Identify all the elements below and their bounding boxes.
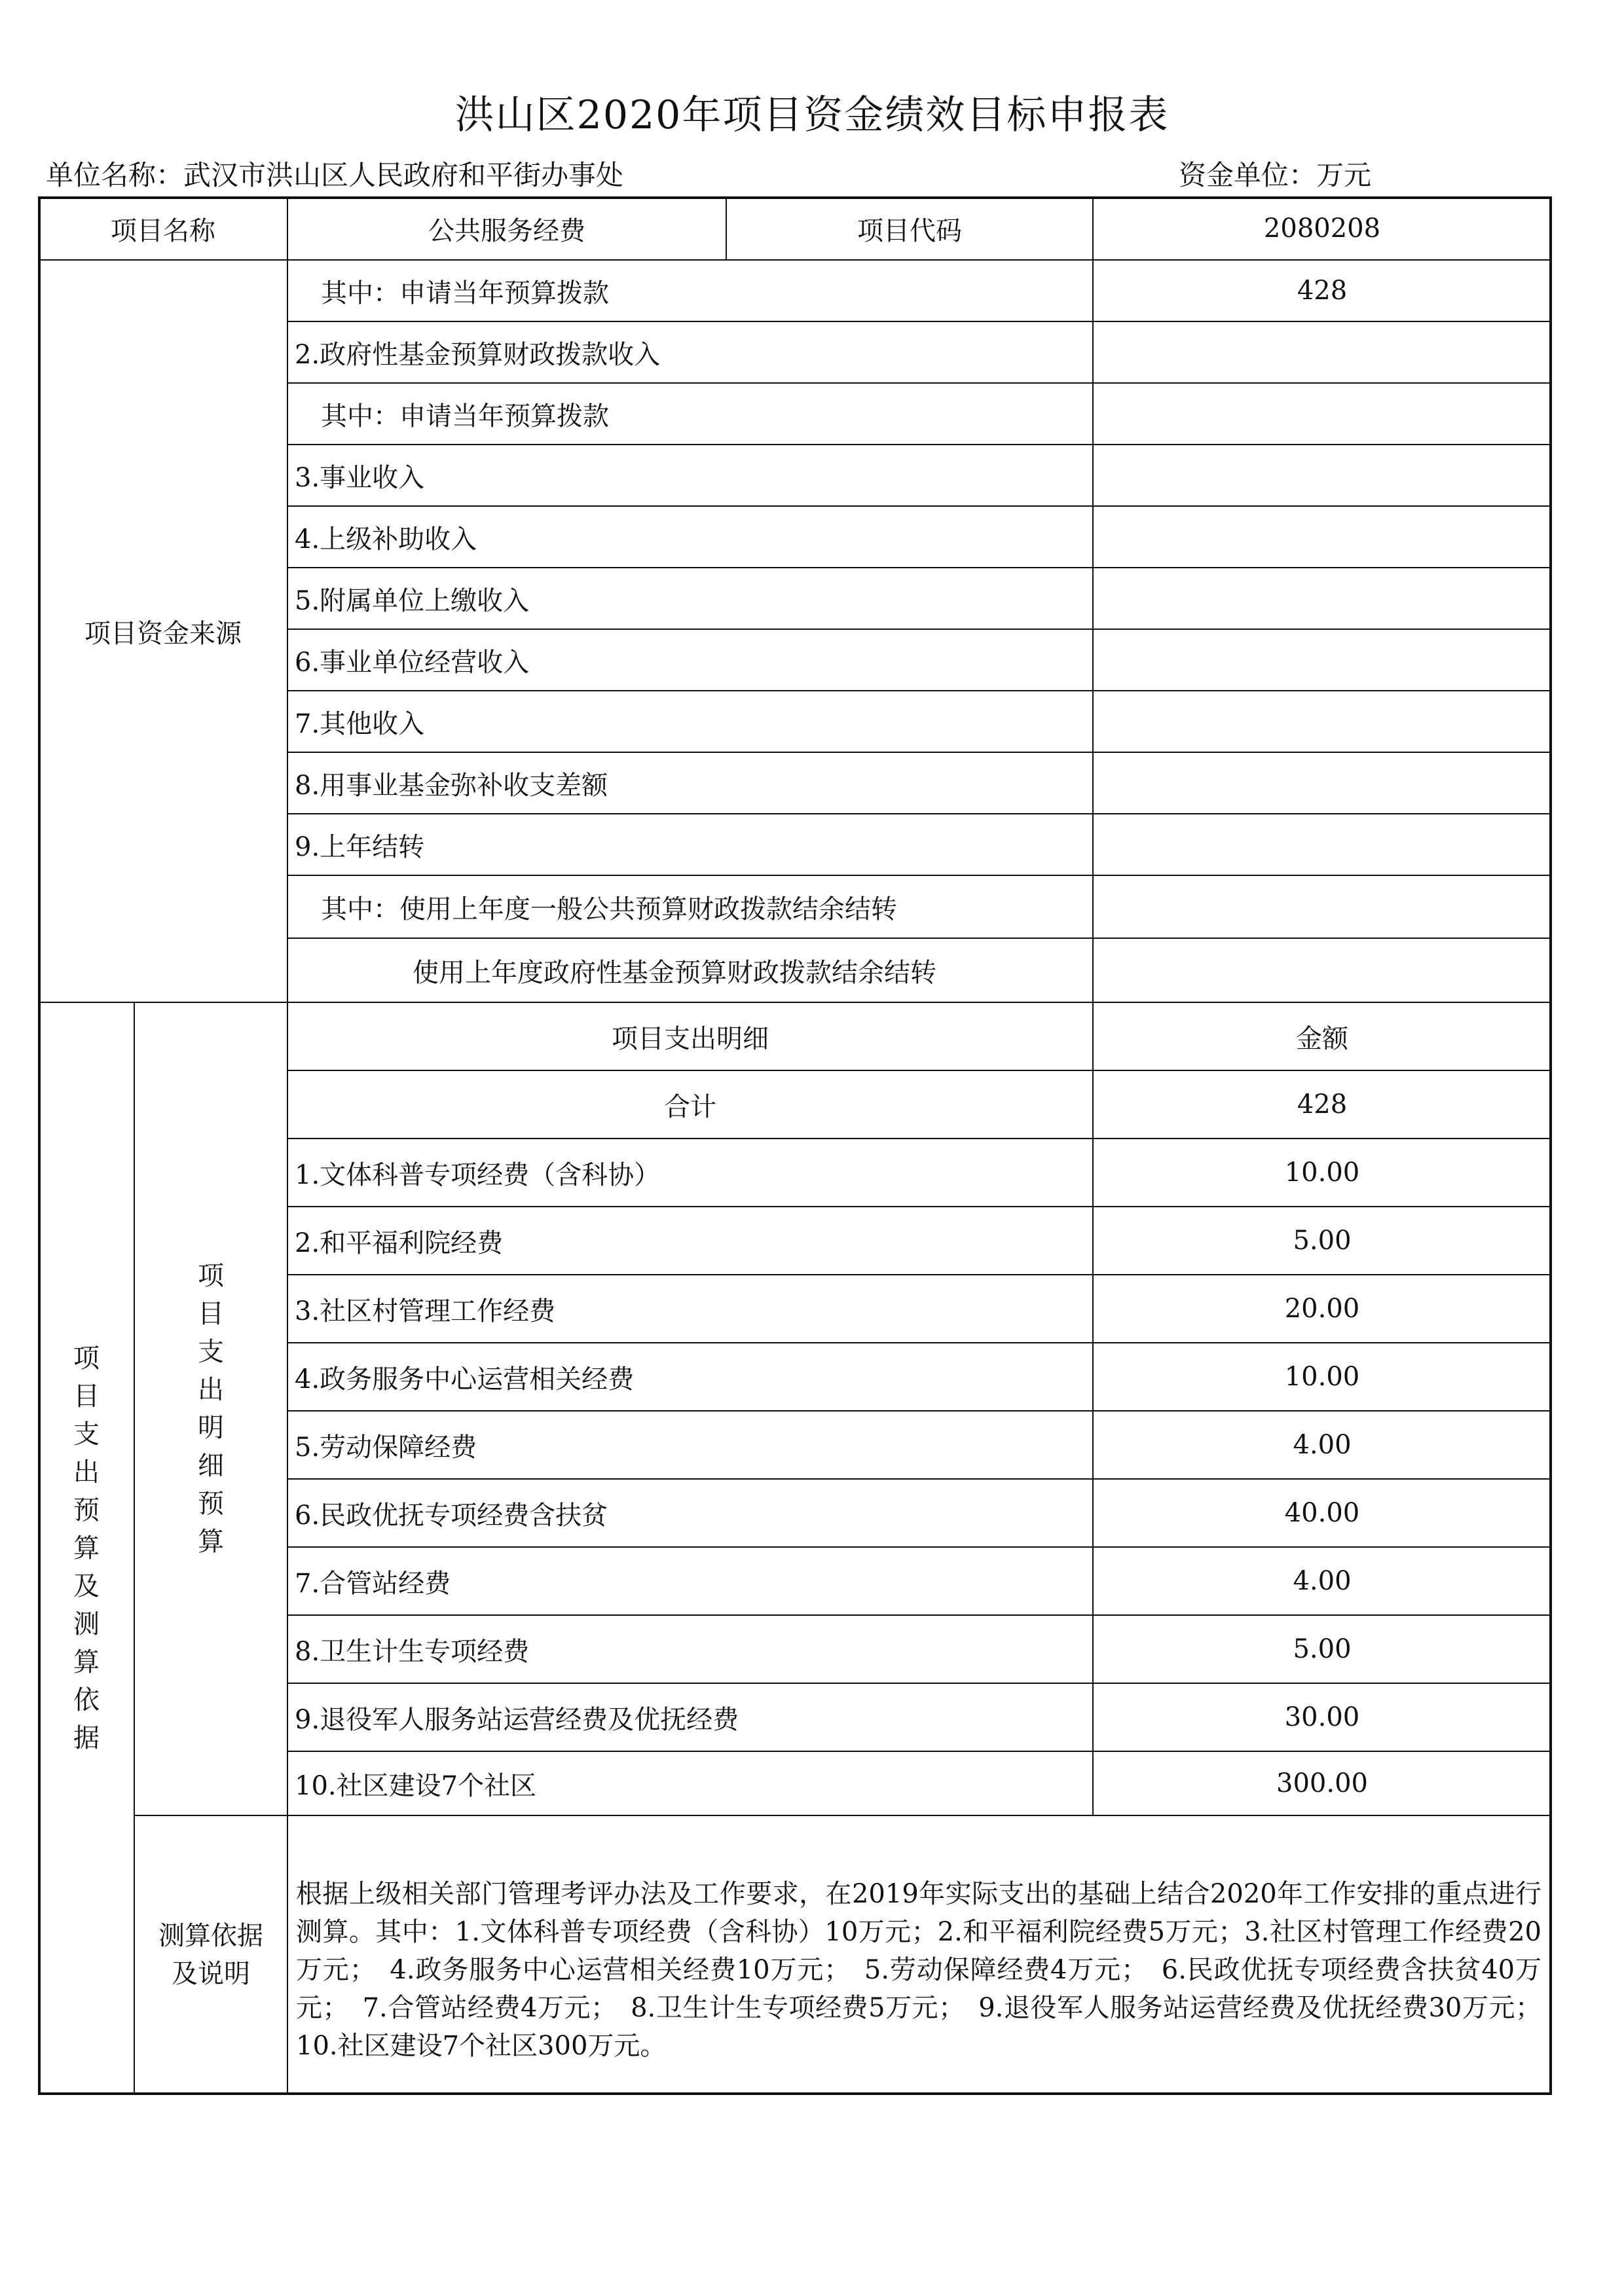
expense-item-value: 40.00 <box>1092 1478 1552 1548</box>
funding-row-label: 使用上年度政府性基金预算财政拨款结余结转 <box>287 938 1094 1003</box>
funding-row-value <box>1092 629 1552 691</box>
project-code-label: 项目代码 <box>726 196 1094 261</box>
expense-item-value: 5.00 <box>1092 1614 1552 1684</box>
unit-name: 单位名称：武汉市洪山区人民政府和平街办事处 <box>46 159 624 191</box>
basis-label-line-1: 测算依据 <box>158 1921 263 1951</box>
total-value: 428 <box>1092 1070 1552 1139</box>
expense-item-label: 4.政务服务中心运营相关经费 <box>287 1342 1094 1412</box>
basis-text: 根据上级相关部门管理考评办法及工作要求，在2019年实际支出的基础上结合2020年工作安排的重点进行测算。其中：1.文体科普专项经费（含科协）10万元；2.和平福利院经费5万元；3.社区村管理工作经费20万元； 4.政务服务中心运营相关经费10万元； 5.劳动保障经费4万元； 6.民政优抚专项经费含扶贫40万元； 7.合管站经费4万元； 8.卫生计生专项经费5万元； 9.退役军人服务站运营经费及优抚经费30万元；10.社区建设7个社区300万元。 <box>287 1815 1552 2095</box>
expense-item-label: 3.社区村管理工作经费 <box>287 1274 1094 1343</box>
funding-row-label: 9.上年结转 <box>287 813 1094 876</box>
funding-row-label: 其中：申请当年预算拨款 <box>287 382 1094 445</box>
project-code-value: 2080208 <box>1092 196 1552 261</box>
funding-row-label: 2.政府性基金预算财政拨款收入 <box>287 321 1094 384</box>
funding-row-value <box>1092 505 1552 568</box>
total-label: 合计 <box>287 1070 1094 1139</box>
expense-item-value: 4.00 <box>1092 1410 1552 1480</box>
basis-label <box>134 1815 288 2095</box>
expense-item-label: 9.退役军人服务站运营经费及优抚经费 <box>287 1683 1094 1752</box>
expense-item-value: 5.00 <box>1092 1206 1552 1275</box>
expense-item-value: 20.00 <box>1092 1274 1552 1343</box>
page-title: 洪山区2020年项目资金绩效目标申报表 <box>454 92 1170 138</box>
funding-row-value <box>1092 321 1552 384</box>
funding-row-value <box>1092 875 1552 939</box>
funding-row-value <box>1092 567 1552 630</box>
expense-item-value: 10.00 <box>1092 1138 1552 1207</box>
expense-item-label: 5.劳动保障经费 <box>287 1410 1094 1480</box>
expense-item-value: 4.00 <box>1092 1546 1552 1616</box>
expenditure-section-label: 项 目 支 出 预 算 及 测 算 依 据 <box>38 1002 135 2095</box>
funding-row-value <box>1092 382 1552 445</box>
expense-item-value: 30.00 <box>1092 1683 1552 1752</box>
funding-row-label: 7.其他收入 <box>287 690 1094 753</box>
funding-row-value <box>1092 938 1552 1003</box>
expense-item-value: 10.00 <box>1092 1342 1552 1412</box>
funding-row-value <box>1092 813 1552 876</box>
money-unit: 资金单位：万元 <box>1179 159 1372 191</box>
funding-row-label: 4.上级补助收入 <box>287 505 1094 568</box>
expense-item-label: 6.民政优抚专项经费含扶贫 <box>287 1478 1094 1548</box>
funding-row-value: 428 <box>1092 259 1552 322</box>
expense-item-label: 2.和平福利院经费 <box>287 1206 1094 1275</box>
expense-item-label: 1.文体科普专项经费（含科协） <box>287 1138 1094 1207</box>
funding-row-value <box>1092 444 1552 507</box>
funding-row-label: 5.附属单位上缴收入 <box>287 567 1094 630</box>
expense-item-label: 8.卫生计生专项经费 <box>287 1614 1094 1684</box>
expense-item-label: 10.社区建设7个社区 <box>287 1751 1094 1816</box>
basis-label-line-2: 及说明 <box>172 1959 250 1989</box>
funding-row-label: 其中：申请当年预算拨款 <box>287 259 1094 322</box>
expense-item-value: 300.00 <box>1092 1751 1552 1816</box>
funding-row-label: 6.事业单位经营收入 <box>287 629 1094 691</box>
project-name-label: 项目名称 <box>38 196 288 261</box>
funding-row-label: 其中：使用上年度一般公共预算财政拨款结余结转 <box>287 875 1094 939</box>
col-amount-header: 金额 <box>1092 1002 1552 1071</box>
project-name-value: 公共服务经费 <box>287 196 727 261</box>
funding-row-label: 8.用事业基金弥补收支差额 <box>287 752 1094 814</box>
funding-row-label: 3.事业收入 <box>287 444 1094 507</box>
funding-row-value <box>1092 752 1552 814</box>
detail-budget-label: 项 目 支 出 明 细 预 算 <box>134 1002 288 1816</box>
funding-section-label: 项目资金来源 <box>38 259 288 1003</box>
funding-row-value <box>1092 690 1552 753</box>
expense-item-label: 7.合管站经费 <box>287 1546 1094 1616</box>
col-item-header: 项目支出明细 <box>287 1002 1094 1071</box>
